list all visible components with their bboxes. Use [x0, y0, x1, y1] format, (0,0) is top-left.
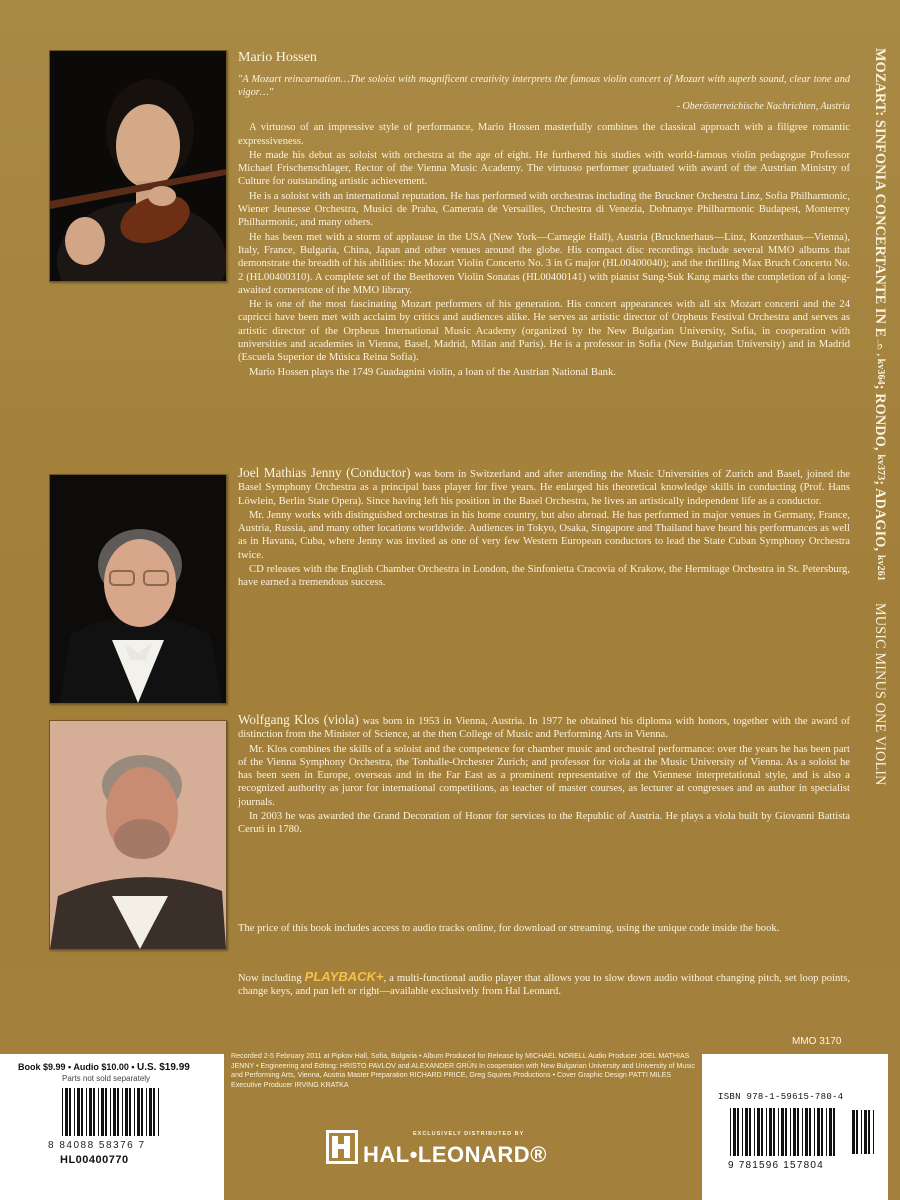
hossen-quote: "A Mozart reincarnation…The soloist with magnificent creativity interprets the famous violin concert of Mozart with superb sound, clear tone and vigor…"	[238, 74, 850, 98]
spine-series: MUSIC MINUS ONE VIOLIN	[872, 602, 888, 786]
isbn-barcode	[730, 1108, 840, 1158]
spine-kv2: kv373	[875, 454, 886, 481]
playback-after: , a multi-functional audio player that allows you to slow down audio without changing pitch, set loop points, change keys, and pan left or right—available exclusively from Hal Leonard.	[238, 973, 850, 998]
jenny-section	[238, 466, 850, 591]
hl-number: HL00400770	[60, 1154, 129, 1166]
playback-note	[238, 970, 850, 999]
jenny-lead: was born in Switzerland and after attending the Music Universities of Zurich and Basel, joined the Basel Symphony Orchestra as a principal bass player for five years. He enlarged his theoretical knowledge skills in conducting (Prof. Hans Löwlein, Berlin State Opera). Since having left his position in the Basel Orchestra, he lives an artistically independent life as a conductor.	[238, 469, 850, 507]
isbn-text: ISBN 978-1-59615-780-4	[718, 1092, 844, 1102]
spine-title	[871, 48, 888, 786]
jenny-paragraph: CD releases with the English Chamber Orchestra in London, the Sinfonietta Cracovia of Krakow, the Hermitage Orchestra in St. Petersburg, have earned a tremendous success.	[238, 564, 850, 589]
photo-joel-mathias-jenny	[49, 474, 227, 704]
audio-note-section	[238, 922, 850, 936]
klos-paragraph: In 2003 he was awarded the Grand Decoration of Honor for services to the Republic of Austria. He plays a viola built by Giovanni Battista Ceruti in 1780.	[238, 811, 850, 836]
jenny-paragraph: Mr. Jenny works with distinguished orchestras in his home country, but also abroad. He has performed in major venues in Germany, France, Austria, Russia, and many other locations worldwide. Audiences in Tokyo, Osaka, Singapore and Thailand have heard his performances as well as in Havana, Cuba, where Jenny was invited as one of very few Western European conductors to lead the State Cuban Symphony Orchestra twice.	[238, 509, 850, 561]
price-items: Book $9.99 • Audio $10.00 •	[18, 1062, 138, 1072]
spine-flat: ♭	[872, 337, 888, 354]
klos-name: Wolfgang Klos (viola)	[238, 712, 359, 727]
spine-kv1: , kv364	[875, 353, 886, 385]
hossen-paragraph: He is one of the most fascinating Mozart performers of his generation. His concert appearances with all six Mozart concerti and the 24 capricci have been met with acclaim by critics and audiences alike. He serves as artistic director of Orpheus Festival Orchestra and serves as artistic director of the Orpheus International Music Academy (organized by the New Bulgarian University, Sofia, in cooperation with universities and academies in Vienna, Basel, Madrid, Milan and Paris). He is a professor in Sofia (New Bulgarian University) and in Madrid (Escuela Superior de Música Reina Sofia).	[238, 299, 850, 364]
hossen-paragraph: A virtuoso of an impressive style of performance, Mario Hossen masterfully combines the classical approach with a filigree romantic expressiveness.	[238, 122, 850, 147]
distributor-name: HAL•LEONARD®	[363, 1142, 547, 1167]
playback-before: Now including	[238, 973, 305, 984]
klos-intro	[238, 713, 850, 742]
photo-mario-hossen	[49, 50, 227, 282]
spine-title-part1: MOZART: SINFONIA CONCERTANTE IN E	[872, 48, 888, 338]
spine-title-part3: ; ADAGIO,	[872, 480, 888, 555]
parts-note: Parts not sold separately	[62, 1074, 151, 1083]
playback-logo: PLAYBACK+	[304, 969, 384, 984]
jenny-intro	[238, 466, 850, 508]
production-credits: Recorded 2-5 February 2011 at Pipkov Hall, Sofia, Bulgaria • Album Produced for Release by MICHAEL NORELL Audio Producer JOEL MATHIAS JENNY • Engineering and Editing: HRISTO PAVLOV and ALEXANDER GRÜN In cooperation with New Bulgarian University and University of Music and Performing Arts, Vienna, Austria Master Preparation RICHARD PRICE, Greg Squires Productions • Cover Graphic Design PATTI MILES Executive Producer IRVING KRATKA	[231, 1052, 696, 1089]
distributor-label: EXCLUSIVELY DISTRIBUTED BY	[413, 1131, 525, 1137]
price-total: U.S. $19.99	[137, 1062, 190, 1073]
isbn-addon-barcode	[852, 1110, 878, 1156]
spine-kv3: kv261	[875, 554, 886, 581]
hossen-quote-source: - Oberösterreichische Nachrichten, Austria	[676, 101, 850, 112]
jenny-name: Joel Mathias Jenny (Conductor)	[238, 465, 411, 480]
catalog-number: MMO 3170	[792, 1036, 842, 1047]
hossen-paragraph: He has been met with a storm of applause in the USA (New York—Carnegie Hall), Austria (Brucknerhaus—Linz, Konzerthaus—Vienna), Italy, France, Bulgaria, China, Japan and other venues around the globe. His compact disc recordings include several MMO albums that demonstrate the breadth of his abilities: the Mozart Violin Concerto No. 3 in G major (HL00400040); and the thrilling Max Bruch Concerto No. 2 (HL00400310). A complete set of the Beethoven Violin Sonatas (HL00400141) with pianist Sung-Suk Kang marks the completion of a long-awaited cornerstone of the MMO library.	[238, 231, 850, 296]
hossen-section	[238, 50, 850, 380]
hossen-paragraph: He is a soloist with an international reputation. He has performed with orchestras including the Bruckner Orchestra Linz, Sofia Philharmonic, Wiener Jeunesse Orchestra, Musici de Praha, Camerata de Versailles, Orchestra di Venezia, Dohnanye Philharmonic Budapest, Monterrey Philharmonic, and many others.	[238, 190, 850, 229]
hossen-name: Mario Hossen	[238, 50, 317, 65]
klos-paragraph: Mr. Klos combines the skills of a soloist and the competence for chamber music and orchestral performance: over the years he has been part of the Vienna Symphony Orchestra, the Tonhalle-Orchester Zurich; and professor for viola at the Music University of Vienna. As a soloist he has been seen in Europe, overseas and in the Far East as a prominent representative of the Viennese interpretational style, and is also a recognized authority as juror for international competitions, as teacher of master courses, as lecturer at congresses and as author in specialist journals.	[238, 743, 850, 808]
hossen-paragraph: He made his debut as soloist with orchestra at the age of eight. He furthered his studies with world-famous violin pedagogue Professor Michael Frischenschlager, Rector of the Vienna Music Academy. The virtuoso performer graduated with award of the Austrian Ministry of Culture for outstanding artistic achievement.	[238, 149, 850, 188]
audio-note: The price of this book includes access to audio tracks online, for download or streaming, using the unique code inside the book.	[238, 923, 780, 934]
klos-section	[238, 713, 850, 838]
isbn-digits: 9 781596 157804	[728, 1160, 824, 1171]
upc-barcode	[62, 1088, 162, 1138]
isbn-box	[702, 1054, 888, 1200]
price-line	[18, 1062, 190, 1073]
photo-wolfgang-klos	[49, 720, 227, 950]
klos-lead: was born in 1953 in Vienna, Austria. In 1977 he obtained his diploma with honors, together with the award of distinction from the Minister of Science, at the then College of Music and Performing Arts in Vienna.	[238, 716, 850, 741]
hal-leonard-logo-icon	[326, 1130, 358, 1164]
spine-title-part2: ; RONDO,	[872, 384, 888, 455]
hossen-paragraph: Mario Hossen plays the 1749 Guadagnini violin, a loan of the Austrian National Bank.	[249, 366, 616, 378]
upc-digits: 8 84088 58376 7	[48, 1140, 146, 1151]
price-box	[0, 1054, 224, 1200]
playback-section	[238, 970, 850, 1000]
